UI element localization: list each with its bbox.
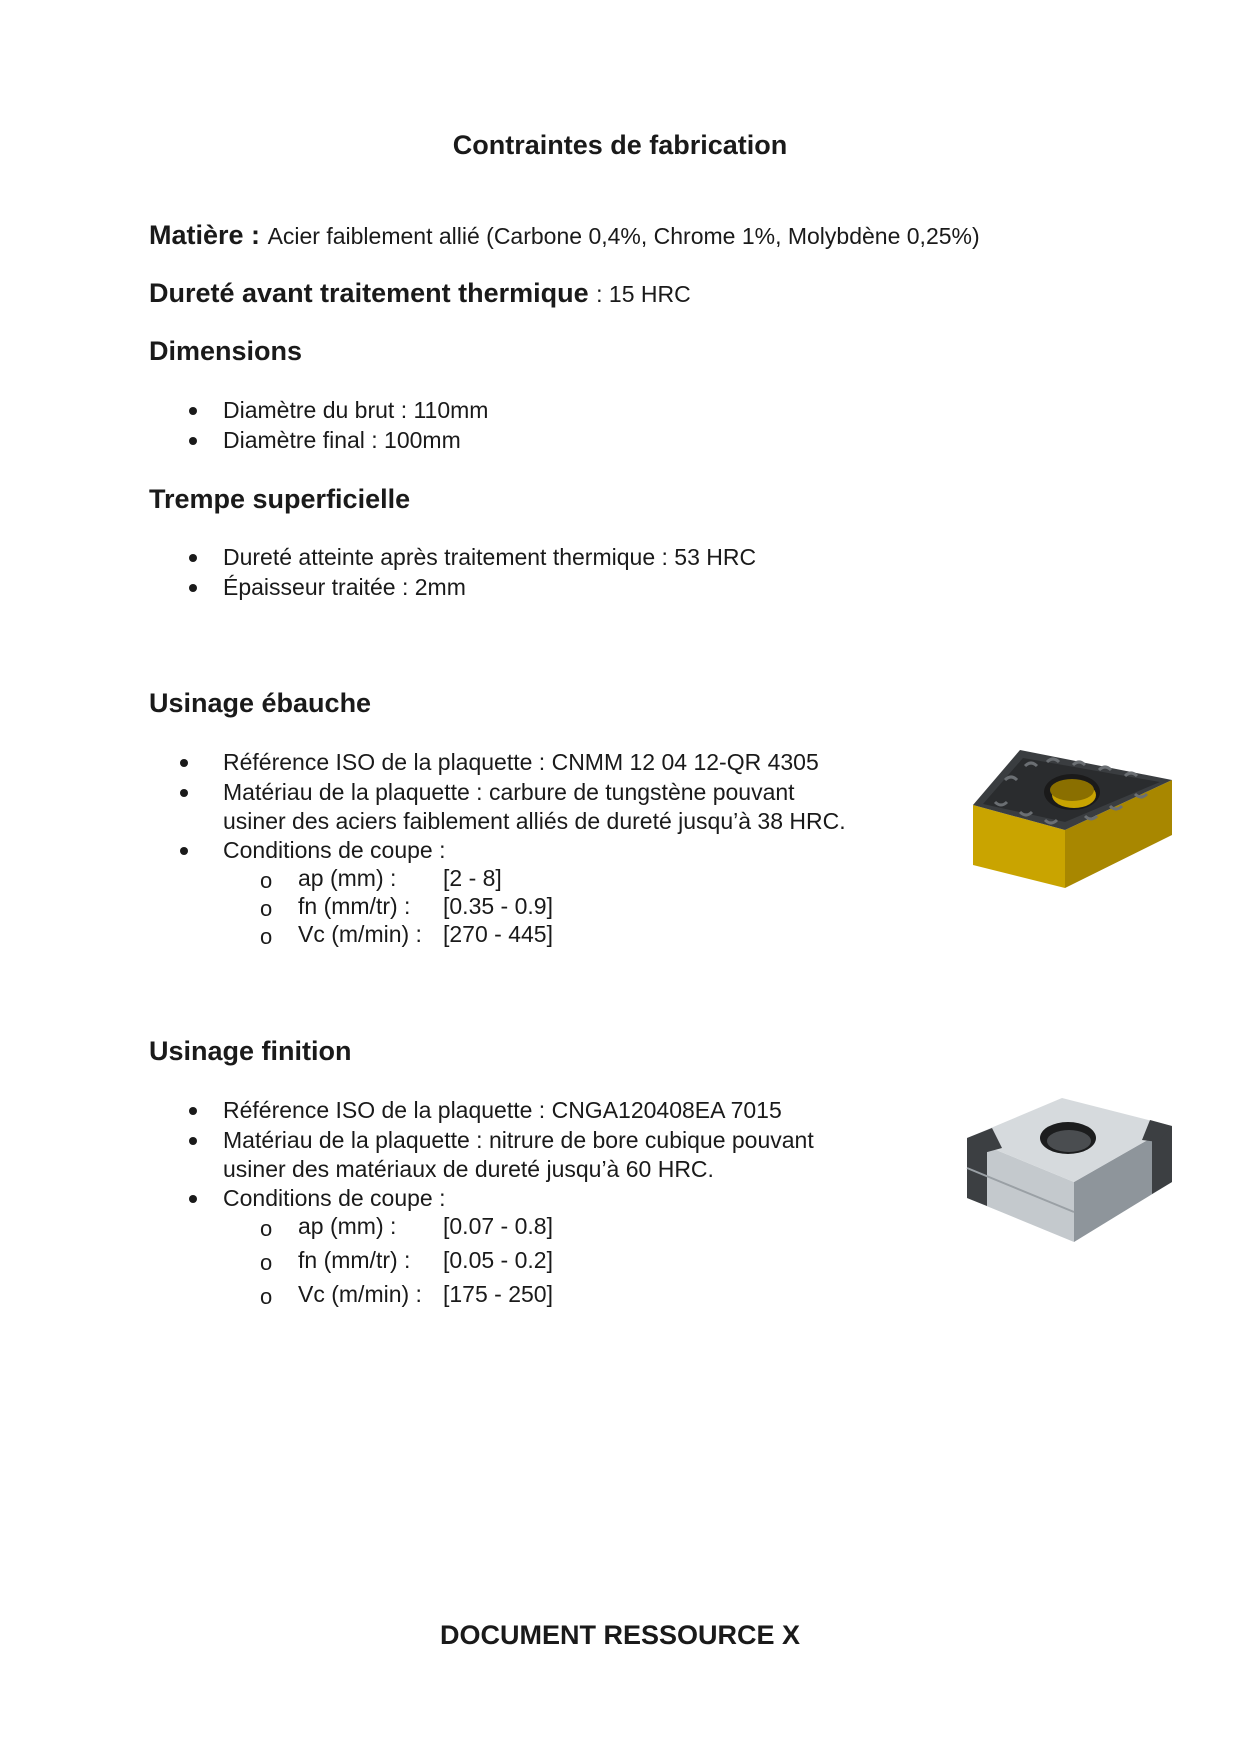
ebauche-materiau-2: usiner des aciers faiblement alliés de dureté jusqu’à 38 HRC.: [223, 808, 846, 834]
finition-materiau-2: usiner des matériaux de dureté jusqu’à 60 HRC.: [223, 1156, 714, 1182]
bullet: [189, 407, 197, 415]
ebauche-heading: Usinage ébauche: [149, 688, 372, 718]
list-item: Diamètre du brut : 110mm: [223, 397, 489, 423]
bullet: [189, 437, 197, 445]
matiere-value: Acier faiblement allié (Carbone 0,4%, Chrome 1%, Molybdène 0,25%): [267, 223, 980, 249]
circle-bullet: o: [260, 868, 273, 893]
param-label: fn (mm/tr) :: [298, 1247, 411, 1273]
circle-bullet: o: [260, 1284, 273, 1309]
finition-ref: Référence ISO de la plaquette : CNGA120408EA 7015: [223, 1097, 782, 1123]
param-label: fn (mm/tr) :: [298, 893, 411, 919]
param-value: [270 - 445]: [443, 921, 553, 947]
durete-label: Dureté avant traitement thermique: [149, 278, 589, 308]
finition-materiau-1: Matériau de la plaquette : nitrure de bore cubique pouvant: [223, 1127, 814, 1153]
param-label: ap (mm) :: [298, 1213, 397, 1239]
bullet: [180, 847, 188, 855]
durete-value: : 15 HRC: [596, 281, 691, 307]
list-item: Dureté atteinte après traitement thermique : 53 HRC: [223, 544, 757, 570]
document-footer: DOCUMENT RESSOURCE X: [439, 1620, 801, 1650]
ebauche-materiau-1: Matériau de la plaquette : carbure de tungstène pouvant: [223, 779, 795, 805]
insert-cnga-image: [962, 1090, 1177, 1245]
bullet: [189, 1107, 197, 1115]
list-item: Diamètre final : 100mm: [223, 427, 461, 453]
circle-bullet: o: [260, 1216, 273, 1241]
bullet: [189, 554, 197, 562]
param-value: [0.07 - 0.8]: [443, 1213, 553, 1239]
finition-heading: Usinage finition: [149, 1036, 352, 1066]
bullet: [180, 759, 188, 767]
finition-conditions: Conditions de coupe :: [223, 1185, 446, 1211]
matiere-label: Matière :: [149, 220, 261, 250]
ebauche-ref: Référence ISO de la plaquette : CNMM 12 04 12-QR 4305: [223, 749, 819, 775]
bullet: [189, 1137, 197, 1145]
durete-line: [149, 278, 691, 309]
ebauche-conditions: Conditions de coupe :: [223, 837, 446, 863]
list-item: Épaisseur traitée : 2mm: [223, 574, 466, 600]
param-label: ap (mm) :: [298, 865, 397, 891]
dimensions-heading: Dimensions: [149, 336, 303, 366]
param-label: Vc (m/min) :: [298, 1281, 422, 1307]
param-value: [0.35 - 0.9]: [443, 893, 553, 919]
matiere-line: [149, 220, 980, 251]
param-value: [2 - 8]: [443, 865, 502, 891]
trempe-heading: Trempe superficielle: [149, 484, 411, 514]
bullet: [189, 584, 197, 592]
param-value: [0.05 - 0.2]: [443, 1247, 553, 1273]
param-value: [175 - 250]: [443, 1281, 553, 1307]
bullet: [189, 1195, 197, 1203]
insert-cnmm-image: [965, 740, 1180, 895]
circle-bullet: o: [260, 1250, 273, 1275]
circle-bullet: o: [260, 924, 273, 949]
param-label: Vc (m/min) :: [298, 921, 422, 947]
bullet: [180, 789, 188, 797]
circle-bullet: o: [260, 896, 273, 921]
page-title: Contraintes de fabrication: [452, 130, 788, 160]
